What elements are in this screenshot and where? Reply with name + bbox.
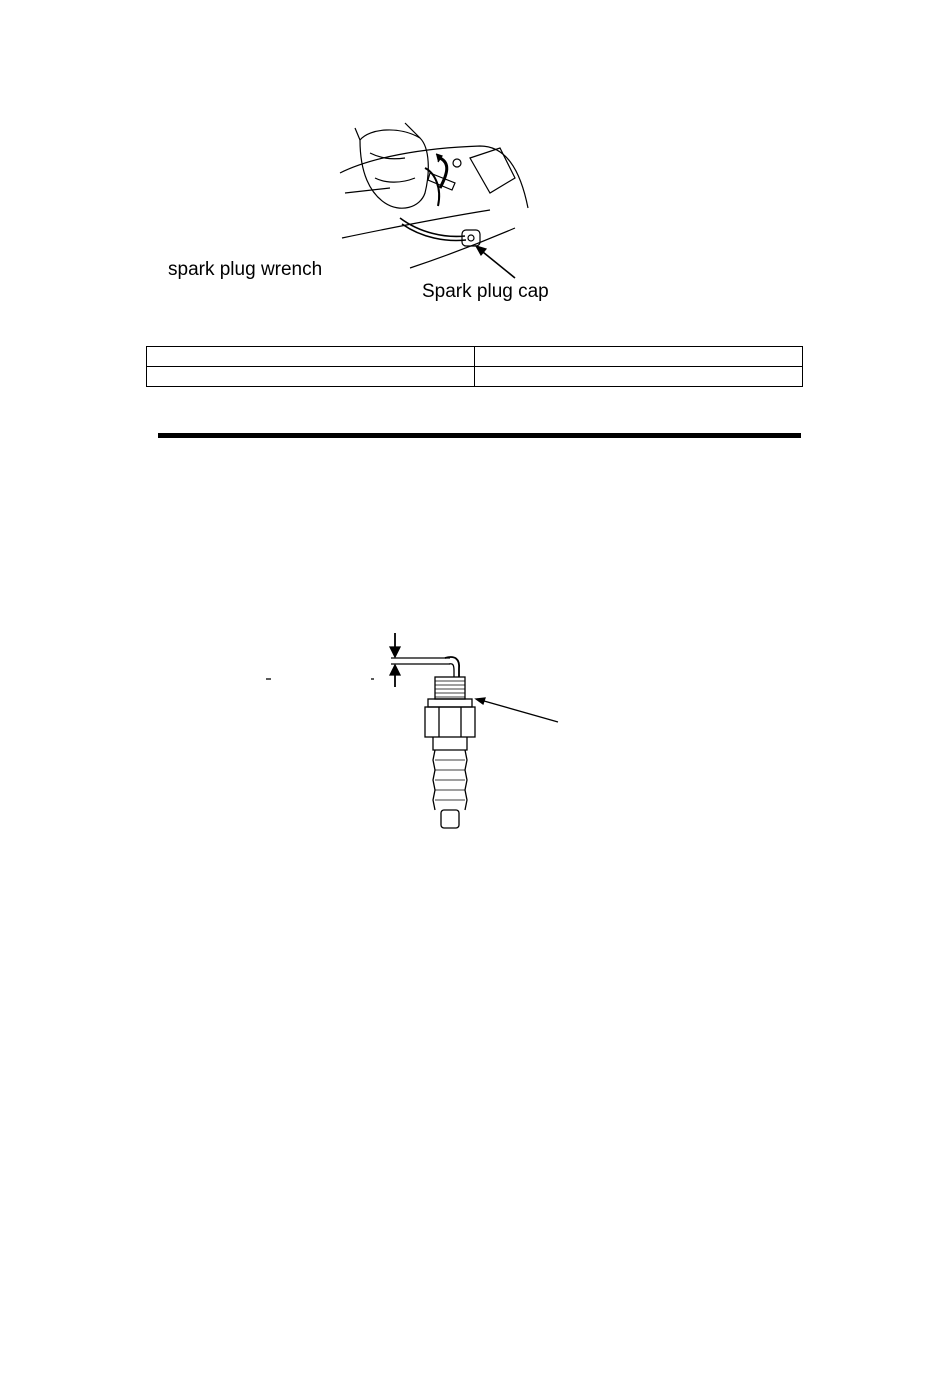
spark-plug-cap-label: Spark plug cap: [422, 281, 549, 302]
table-cell: [475, 367, 803, 387]
table-cell: [147, 347, 475, 367]
table-row: [147, 367, 803, 387]
table-cell: [147, 367, 475, 387]
table-cell: [475, 347, 803, 367]
spark-plug-wrench-illustration: [330, 118, 530, 283]
spark-plug-wrench-label: spark plug wrench: [168, 259, 323, 280]
section-divider: [158, 433, 801, 438]
spark-plug-gap-illustration: [255, 625, 575, 835]
spec-table: [146, 346, 803, 387]
table-row: [147, 347, 803, 367]
